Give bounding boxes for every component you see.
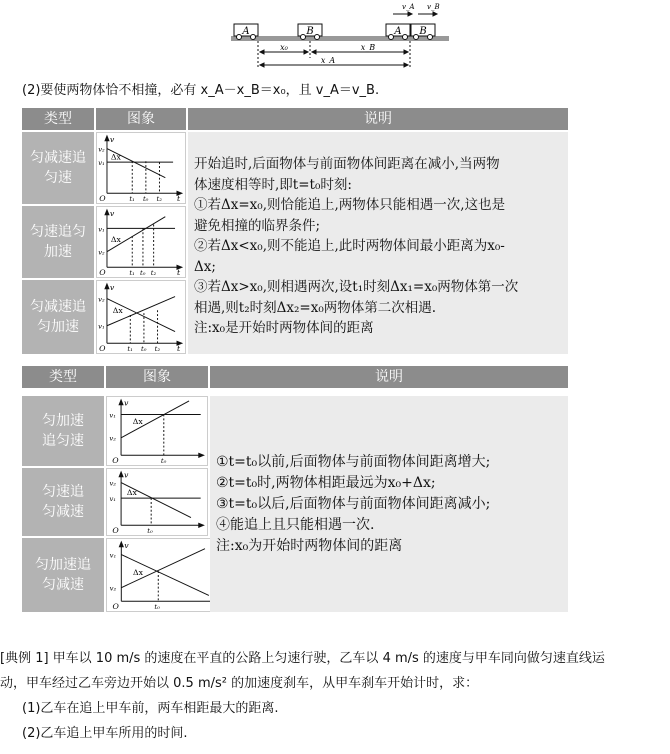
axis-t-label: t [177, 344, 181, 354]
v1-label: v₁ [109, 551, 117, 560]
origin-label: O [112, 526, 119, 536]
description-line: 体速度相等时,即t=t₀时刻: [194, 176, 352, 193]
graph-accel-vs-uniform [106, 396, 208, 466]
origin-label: O [112, 602, 119, 612]
t0-label: t₀ [160, 457, 167, 466]
type-cell [22, 396, 104, 466]
header-description: 说明 [188, 108, 568, 130]
description-line: ②若Δx<x₀,则不能追上,此时两物体间最小距离为x₀- [194, 238, 505, 254]
axis-v-label: v [124, 540, 129, 550]
description-line: ③若Δx>x₀,则相遇两次,设t₁时刻Δx₁=x₀两物体第一次 [194, 279, 519, 295]
axis-t-label: t [176, 194, 181, 204]
xb-label: x_B [360, 43, 376, 52]
origin-label: O [112, 456, 119, 466]
axis-t-label: t [176, 268, 181, 278]
type-line: 匀减速追 [30, 299, 86, 315]
description-cell [188, 132, 568, 354]
description-line: ②t=t₀时,两物体相距最远为x₀+Δx; [216, 475, 436, 491]
example-problem [0, 648, 670, 744]
graph-decel-vs-accel [96, 280, 186, 354]
type-cell [22, 468, 104, 536]
type-line: 加速 [44, 244, 72, 260]
type-line: 匀减速 [42, 504, 84, 520]
header-type: 类型 [22, 108, 94, 130]
vb-label: v_B [427, 3, 440, 11]
t2-label: t₂ [156, 195, 163, 204]
description-line: 相遇,则t₂时刻Δx₂=x₀两物体第二次相遇. [194, 299, 437, 316]
description-line: ④能追上且只能相遇一次. [216, 517, 375, 533]
header-graph: 图象 [106, 366, 208, 388]
dx-label: Δx [126, 488, 137, 498]
origin-label: O [99, 194, 106, 204]
graph-decel-vs-uniform [96, 132, 186, 204]
example-line: [典例 1] 甲车以 10 m/s 的速度在平直的公路上匀速行驶，乙车以 4 m/s 的速度与甲车同向做匀速直线运 [0, 651, 605, 666]
t1-label: t₁ [127, 345, 133, 354]
type-line: 追匀速 [42, 433, 84, 449]
t2-label: t₂ [150, 269, 157, 278]
type-cell [22, 206, 94, 278]
type-line: 匀加速追 [35, 557, 91, 573]
origin-label: O [99, 344, 106, 354]
v2-label: v₂ [98, 295, 105, 304]
v1-label: v₁ [109, 411, 116, 420]
t1-label: t₁ [129, 269, 135, 278]
type-cell [22, 538, 104, 612]
header-description: 说明 [210, 366, 568, 388]
example-line: 动，甲车经过乙车旁边开始以 0.5 m/s² 的加速度刹车，从甲车刹车开始计时，求： [0, 676, 479, 691]
description-line: Δx; [194, 258, 216, 275]
description-line: 注:x₀是开始时两物体间的距离 [194, 320, 374, 336]
question-2: (2)乙车追上甲车所用的时间. [22, 726, 188, 741]
car-b-final-label: B [419, 26, 427, 37]
t0-label: t₀ [154, 603, 160, 612]
type-cell [22, 280, 94, 354]
graph-uniform-vs-accel [96, 206, 186, 278]
dx-label: Δx [112, 306, 123, 316]
header-graph: 图象 [96, 108, 186, 130]
description-line: 避免相撞的临界条件; [194, 217, 321, 234]
graph-uniform-vs-decel [106, 468, 208, 536]
header-type: 类型 [22, 366, 104, 388]
car-a-label: A [242, 26, 250, 37]
table-pursuit-1 [22, 108, 568, 354]
v2-label: v₂ [98, 248, 105, 257]
type-line: 匀减速 [42, 577, 84, 593]
type-line: 匀速 [44, 170, 72, 186]
v2-label: v₂ [98, 145, 105, 154]
description-line: 注:x₀为开始时两物体间的距离 [216, 538, 403, 554]
t0-label: t₀ [142, 195, 149, 204]
condition-text: (2)要使两物体恰不相撞，必有 x_A－x_B＝x₀，且 v_A＝v_B. [22, 83, 380, 98]
axis-v-label: v [124, 470, 129, 480]
dx-label: Δx [110, 235, 121, 244]
axis-v-label: v [123, 398, 129, 408]
dx-label: Δx [132, 568, 143, 577]
type-line: 匀加速 [37, 319, 79, 335]
v1-label: v₁ [98, 159, 105, 168]
description-cell [210, 396, 568, 612]
t1-label: t₁ [129, 195, 135, 204]
t0-label: t₀ [141, 345, 147, 354]
dx-label: Δx [110, 152, 121, 162]
v2-label: v₂ [109, 434, 116, 443]
origin-label: O [99, 268, 106, 278]
v1-label: v₁ [109, 495, 117, 504]
axis-v-label: v [109, 208, 115, 218]
table-pursuit-2 [22, 366, 568, 612]
v1-label: v₁ [98, 225, 105, 234]
axis-v-label: v [109, 282, 115, 292]
v2-label: v₂ [109, 479, 117, 488]
xa-label: x_A [320, 56, 336, 65]
description-line: ①t=t₀以前,后面物体与前面物体间距离增大; [216, 454, 491, 470]
type-line: 匀速追 [42, 484, 84, 500]
car-b-label: B [306, 26, 314, 37]
type-line: 匀速追匀 [30, 224, 86, 240]
t0-label: t₀ [140, 269, 146, 278]
description-line: 开始追时,后面物体与前面物体间距离在减小,当两物 [194, 156, 500, 172]
question-1: (1)乙车在追上甲车前，两车相距最大的距离. [22, 701, 279, 716]
t2-label: t₂ [154, 345, 161, 354]
car-a-final-label: A [394, 26, 402, 37]
type-cell [22, 132, 94, 204]
va-label: v_A [402, 3, 415, 11]
t0-label: t₀ [147, 527, 153, 536]
v1-label: v₁ [98, 322, 105, 331]
type-line: 匀减速追 [30, 150, 86, 166]
dx-label: Δx [132, 417, 143, 427]
description-line: ③t=t₀以后,后面物体与前面物体间距离减小; [216, 496, 491, 512]
type-line: 匀加速 [42, 413, 84, 429]
axis-v-label: v [109, 134, 115, 144]
velocity-arrows [393, 12, 437, 16]
cars-diagram [228, 0, 453, 72]
description-line: ①若Δx=x₀,则恰能追上,两物体只能相遇一次,这也是 [194, 197, 506, 213]
v2-label: v₂ [109, 584, 117, 593]
x0-label: x₀ [280, 43, 288, 52]
